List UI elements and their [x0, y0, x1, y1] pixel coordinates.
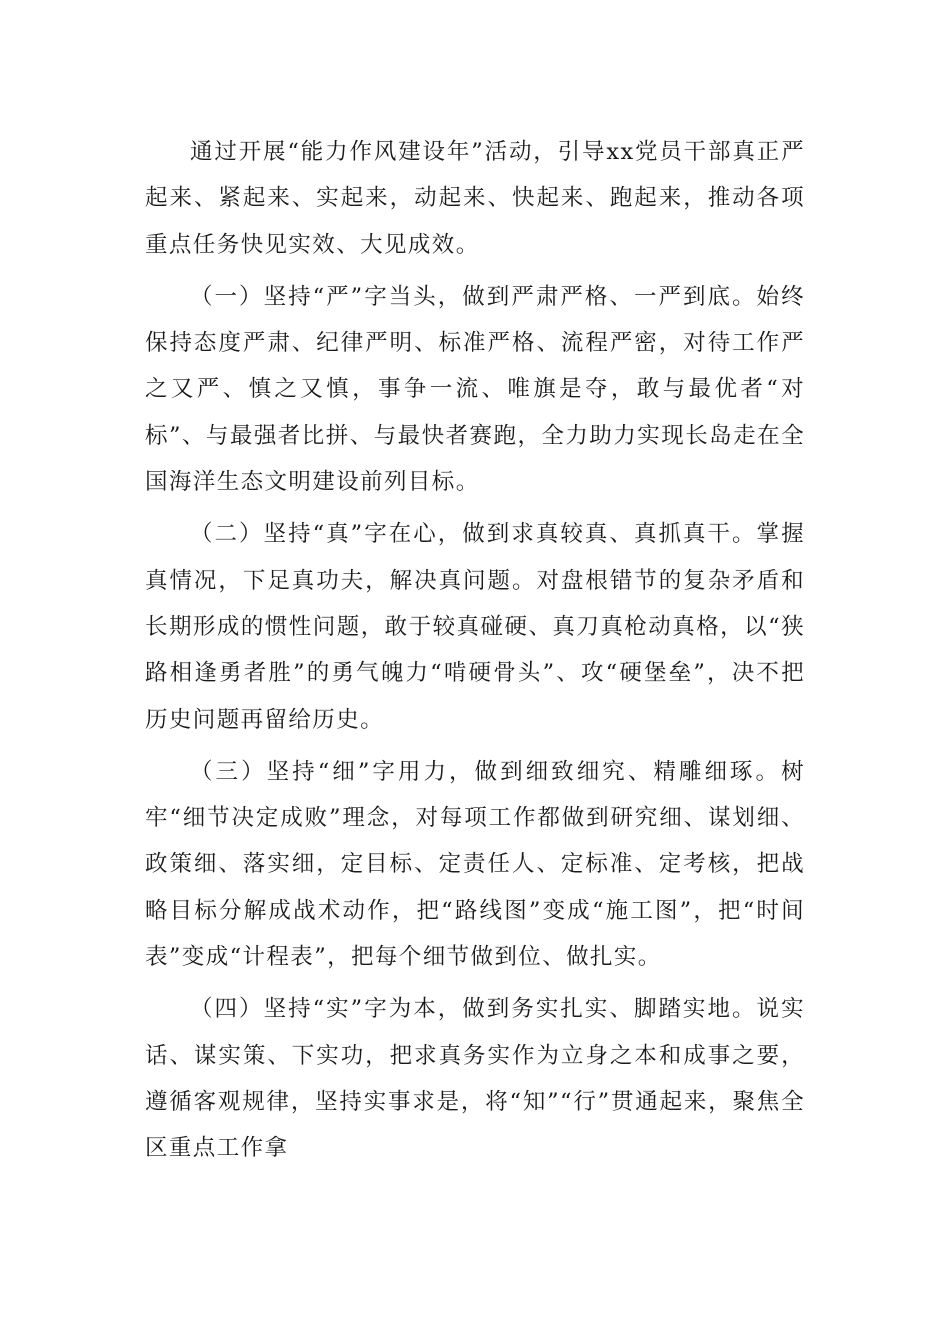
- paragraph-detail: （三）坚持“细”字用力，做到细致细究、精雕细琢。树牢“细节决定成败”理念，对每项工作都做到研究细、谋划细、政策细、落实细，定目标、定责任人、定标准、定考核，把战略目标分解成战术动作，把“路线图”变成“施工图”，把“时间表”变成“计程表”，把每个细节做到位、做扎实。: [145, 758, 805, 971]
- document-body: [145, 129, 805, 1172]
- paragraph-strict: （一）坚持“严”字当头，做到严肃严格、一严到底。始终保持态度严肃、纪律严明、标准严格、流程严密，对待工作严之又严、慎之又慎，事争一流、唯旗是夺，敢与最优者“对标”、与最强者比拼、与最快者赛跑，全力助力实现长岛走在全国海洋生态文明建设前列目标。: [145, 283, 805, 496]
- paragraph-intro: 通过开展“能力作风建设年”活动，引导xx党员干部真正严起来、紧起来、实起来，动起来、快起来、跑起来，推动各项重点任务快见实效、大见成效。: [145, 139, 805, 258]
- paragraph-practical: （四）坚持“实”字为本，做到务实扎实、脚踏实地。说实话、谋实策、下实功，把求真务实作为立身之本和成事之要，遵循客观规律，坚持实事求是，将“知”“行”贯通起来，聚焦全区重点工作拿: [145, 996, 805, 1162]
- paragraph-truth: （二）坚持“真”字在心，做到求真较真、真抓真干。掌握真情况，下足真功夫，解决真问题。对盘根错节的复杂矛盾和长期形成的惯性问题，敢于较真碰硬、真刀真枪动真格，以“狭路相逢勇者胜”的勇气魄力“啃硬骨头”、攻“硬堡垒”，决不把历史问题再留给历史。: [145, 521, 805, 733]
